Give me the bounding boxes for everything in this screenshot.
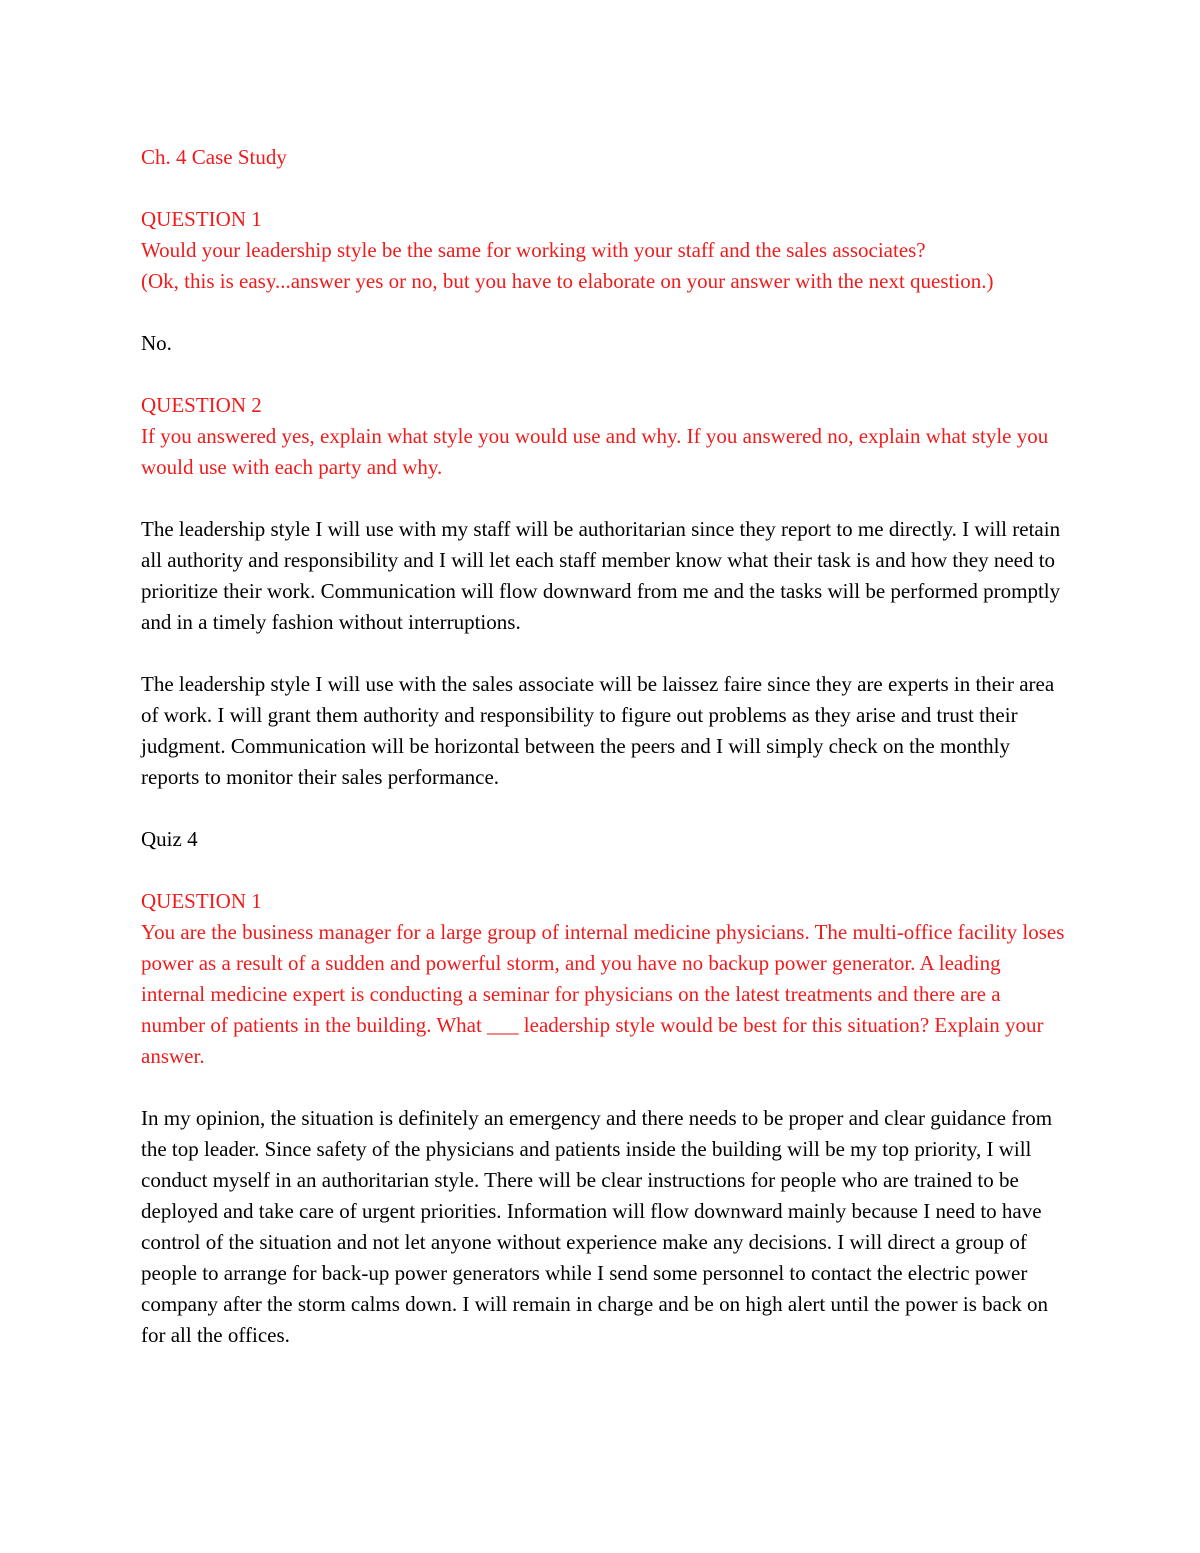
quiz-question-1-label: QUESTION 1 bbox=[141, 889, 262, 913]
quiz-question-1-answer: In my opinion, the situation is definitely an emergency and there needs to be proper and clear guidance from the top leader. Since safety of the physicians and patients inside the building will be my top priority, I will conduct myself in an authoritarian style. There will be clear instructions for people who are trained to be deployed and take care of urgent priorities. Information will flow downward mainly because I need to have control of the situation and not let anyone without experience make any decisions. I will direct a group of people to arrange for back-up power generators while I send some personnel to contact the electric power company after the storm calms down. I will remain in charge and be on high alert until the power is back on for all the offices. bbox=[141, 1106, 1053, 1347]
case-study-question-1-prompt-line1: Would your leadership style be the same for working with your staff and the sales associates? bbox=[141, 238, 926, 262]
case-study-question-1-label: QUESTION 1 bbox=[141, 207, 262, 231]
quiz-title: Quiz 4 bbox=[141, 827, 198, 851]
case-study-question-2-prompt: If you answered yes, explain what style you would use and why. If you answered no, explain what style you would use with each party and why. bbox=[141, 424, 1049, 479]
case-study-title: Ch. 4 Case Study bbox=[141, 145, 287, 169]
document-page bbox=[141, 142, 1066, 1351]
quiz-question-1-prompt: You are the business manager for a large group of internal medicine physicians. The multi-office facility loses power as a result of a sudden and powerful storm, and you have no backup power generator. A leading internal medicine expert is conducting a seminar for physicians on the latest treatments and there are a number of patients in the building. What ___ leadership style would be best for this situation? Explain your answer. bbox=[141, 920, 1065, 1068]
case-study-question-1-answer: No. bbox=[141, 331, 172, 355]
case-study-question-1-prompt-rest: (Ok, this is easy...answer yes or no, but you have to elaborate on your answer with the next question.) bbox=[141, 269, 994, 293]
case-study-question-2-answer-sales: The leadership style I will use with the sales associate will be laissez faire since they are experts in their area of work. I will grant them authority and responsibility to figure out problems as they arise and trust their judgment. Communication will be horizontal between the peers and I will simply check on the monthly reports to monitor their sales performance. bbox=[141, 672, 1055, 789]
case-study-question-2-label: QUESTION 2 bbox=[141, 393, 262, 417]
case-study-question-2-answer-staff: The leadership style I will use with my staff will be authoritarian since they report to me directly. I will retain all authority and responsibility and I will let each staff member know what their task is and how they need to prioritize their work. Communication will flow downward from me and the tasks will be performed promptly and in a timely fashion without interruptions. bbox=[141, 517, 1061, 634]
